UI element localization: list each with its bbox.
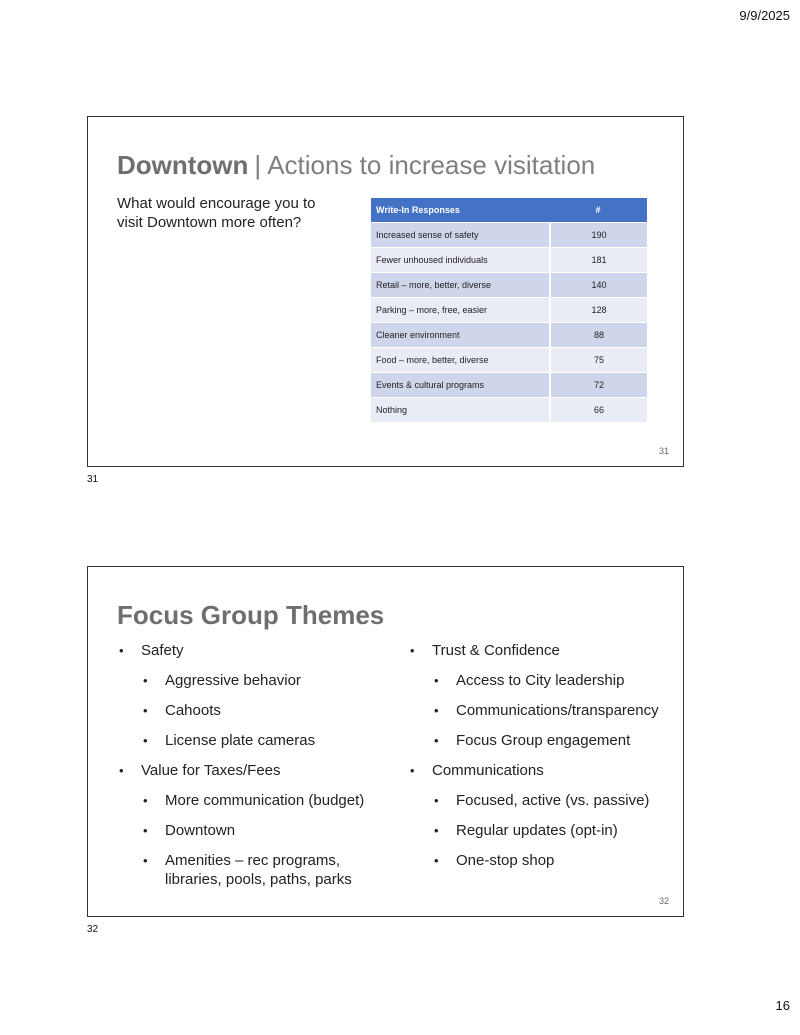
response-label: Increased sense of safety [371,223,549,247]
list-item: • Downtown [117,821,407,840]
response-label: Nothing [371,398,549,422]
write-in-responses-table [371,197,647,423]
response-label: Fewer unhoused individuals [371,248,549,272]
table-row [371,273,647,297]
list-item: • Focused, active (vs. passive) [408,791,678,810]
header-write-in-responses: Write-In Responses [371,198,549,222]
slide-31-title-bold: Downtown [117,150,249,180]
themes-left-column [117,641,407,900]
response-label: Parking – more, free, easier [371,298,549,322]
page-date: 9/9/2025 [739,8,790,23]
list-item: • Value for Taxes/Fees [117,761,407,780]
response-label: Food – more, better, diverse [371,348,549,372]
themes-right-column [408,641,678,881]
list-item: • Communications [408,761,678,780]
response-count: 190 [549,223,647,247]
list-item: • Communications/transparency [408,701,678,720]
table-row [371,323,647,347]
table-row [371,373,647,397]
response-count: 72 [549,373,647,397]
response-count: 75 [549,348,647,372]
list-item: • Trust & Confidence [408,641,678,660]
slide-31-title-rest: Actions to increase visitation [267,150,596,180]
response-count: 128 [549,298,647,322]
list-item: • Regular updates (opt-in) [408,821,678,840]
list-item: • Amenities – rec programs, libraries, pools, paths, parks [117,851,395,889]
list-item: • Safety [117,641,407,660]
table-row [371,248,647,272]
slide-32-title [117,600,384,631]
response-label: Cleaner environment [371,323,549,347]
table-row [371,348,647,372]
table-header-row [371,198,647,222]
list-item: • Access to City leadership [408,671,678,690]
slide-31-title [117,150,595,181]
slide-31 [87,116,684,467]
list-item: • One-stop shop [408,851,678,870]
slide-32-label: 32 [87,924,99,935]
response-count: 140 [549,273,647,297]
response-label: Events & cultural programs [371,373,549,397]
slide-number: 32 [658,896,669,906]
response-count: 66 [549,398,647,422]
response-count: 88 [549,323,647,347]
page-number: 16 [775,998,790,1013]
list-item: • More communication (budget) [117,791,407,810]
slide-32 [87,566,684,917]
response-count: 181 [549,248,647,272]
list-item: • Aggressive behavior [117,671,407,690]
list-item: • Cahoots [117,701,407,720]
survey-question: What would encourage you to visit Downtown more often? [117,195,316,231]
response-label: Retail – more, better, diverse [371,273,549,297]
slide-number: 31 [658,446,669,456]
table-row [371,223,647,247]
title-separator: | [254,150,262,180]
slide-32-title-text: Focus Group Themes [117,600,385,630]
header-count: # [549,198,647,222]
list-item: • License plate cameras [117,731,407,750]
table-row [371,398,647,422]
slide-31-label: 31 [87,474,99,485]
table-row [371,298,647,322]
list-item: • Focus Group engagement [408,731,678,750]
